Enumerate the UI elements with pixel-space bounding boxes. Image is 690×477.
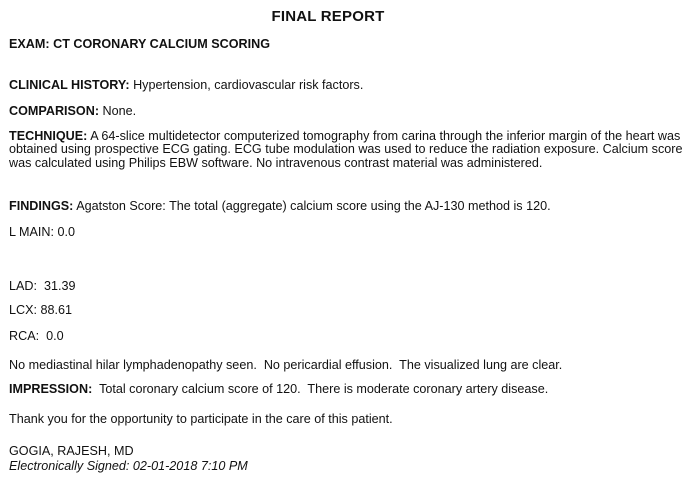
exam-label: EXAM:: [9, 37, 50, 51]
exam-value: CT CORONARY CALCIUM SCORING: [53, 37, 270, 51]
comparison-value: None.: [102, 104, 137, 118]
findings-label: FINDINGS:: [9, 199, 74, 213]
comparison-line: [9, 104, 136, 119]
score-l-main: L MAIN: 0.0: [9, 225, 76, 239]
impression-label: IMPRESSION:: [9, 382, 93, 396]
score-rca: RCA: 0.0: [9, 329, 64, 343]
technique-paragraph: [9, 130, 685, 170]
score-lcx: LCX: 88.61: [9, 303, 73, 317]
other-findings: No mediastinal hilar lymphadenopathy seen. No pericardial effusion. The visualized lung are clear.: [9, 358, 563, 372]
impression-value: Total coronary calcium score of 120. There is moderate coronary artery disease.: [99, 382, 549, 396]
technique-value: A 64-slice multidetector computerized tomography from carina through the inferior margin of the heart was obtained using prospective ECG gating. ECG tube modulation was used to reduce the radiation exposure. Calcium score was calculated using Philips EBW software. No intravenous contrast material was administered.: [9, 129, 683, 170]
clinical-history-label: CLINICAL HISTORY:: [9, 78, 130, 92]
signer-name: GOGIA, RAJESH, MD: [9, 444, 134, 458]
technique-label: TECHNIQUE:: [9, 129, 88, 143]
report-title: FINAL REPORT: [271, 8, 385, 25]
closing-statement: Thank you for the opportunity to participate in the care of this patient.: [9, 412, 393, 426]
clinical-history-value: Hypertension, cardiovascular risk factors.: [133, 78, 364, 92]
electronic-signature: Electronically Signed: 02-01-2018 7:10 PM: [9, 459, 248, 473]
findings-line: [9, 199, 551, 214]
comparison-label: COMPARISON:: [9, 104, 100, 118]
findings-value: Agatston Score: The total (aggregate) calcium score using the AJ-130 method is 120.: [76, 199, 551, 213]
exam-line: [9, 37, 270, 52]
impression-line: [9, 382, 548, 397]
score-lad: LAD: 31.39: [9, 279, 76, 293]
clinical-history-line: [9, 78, 363, 93]
